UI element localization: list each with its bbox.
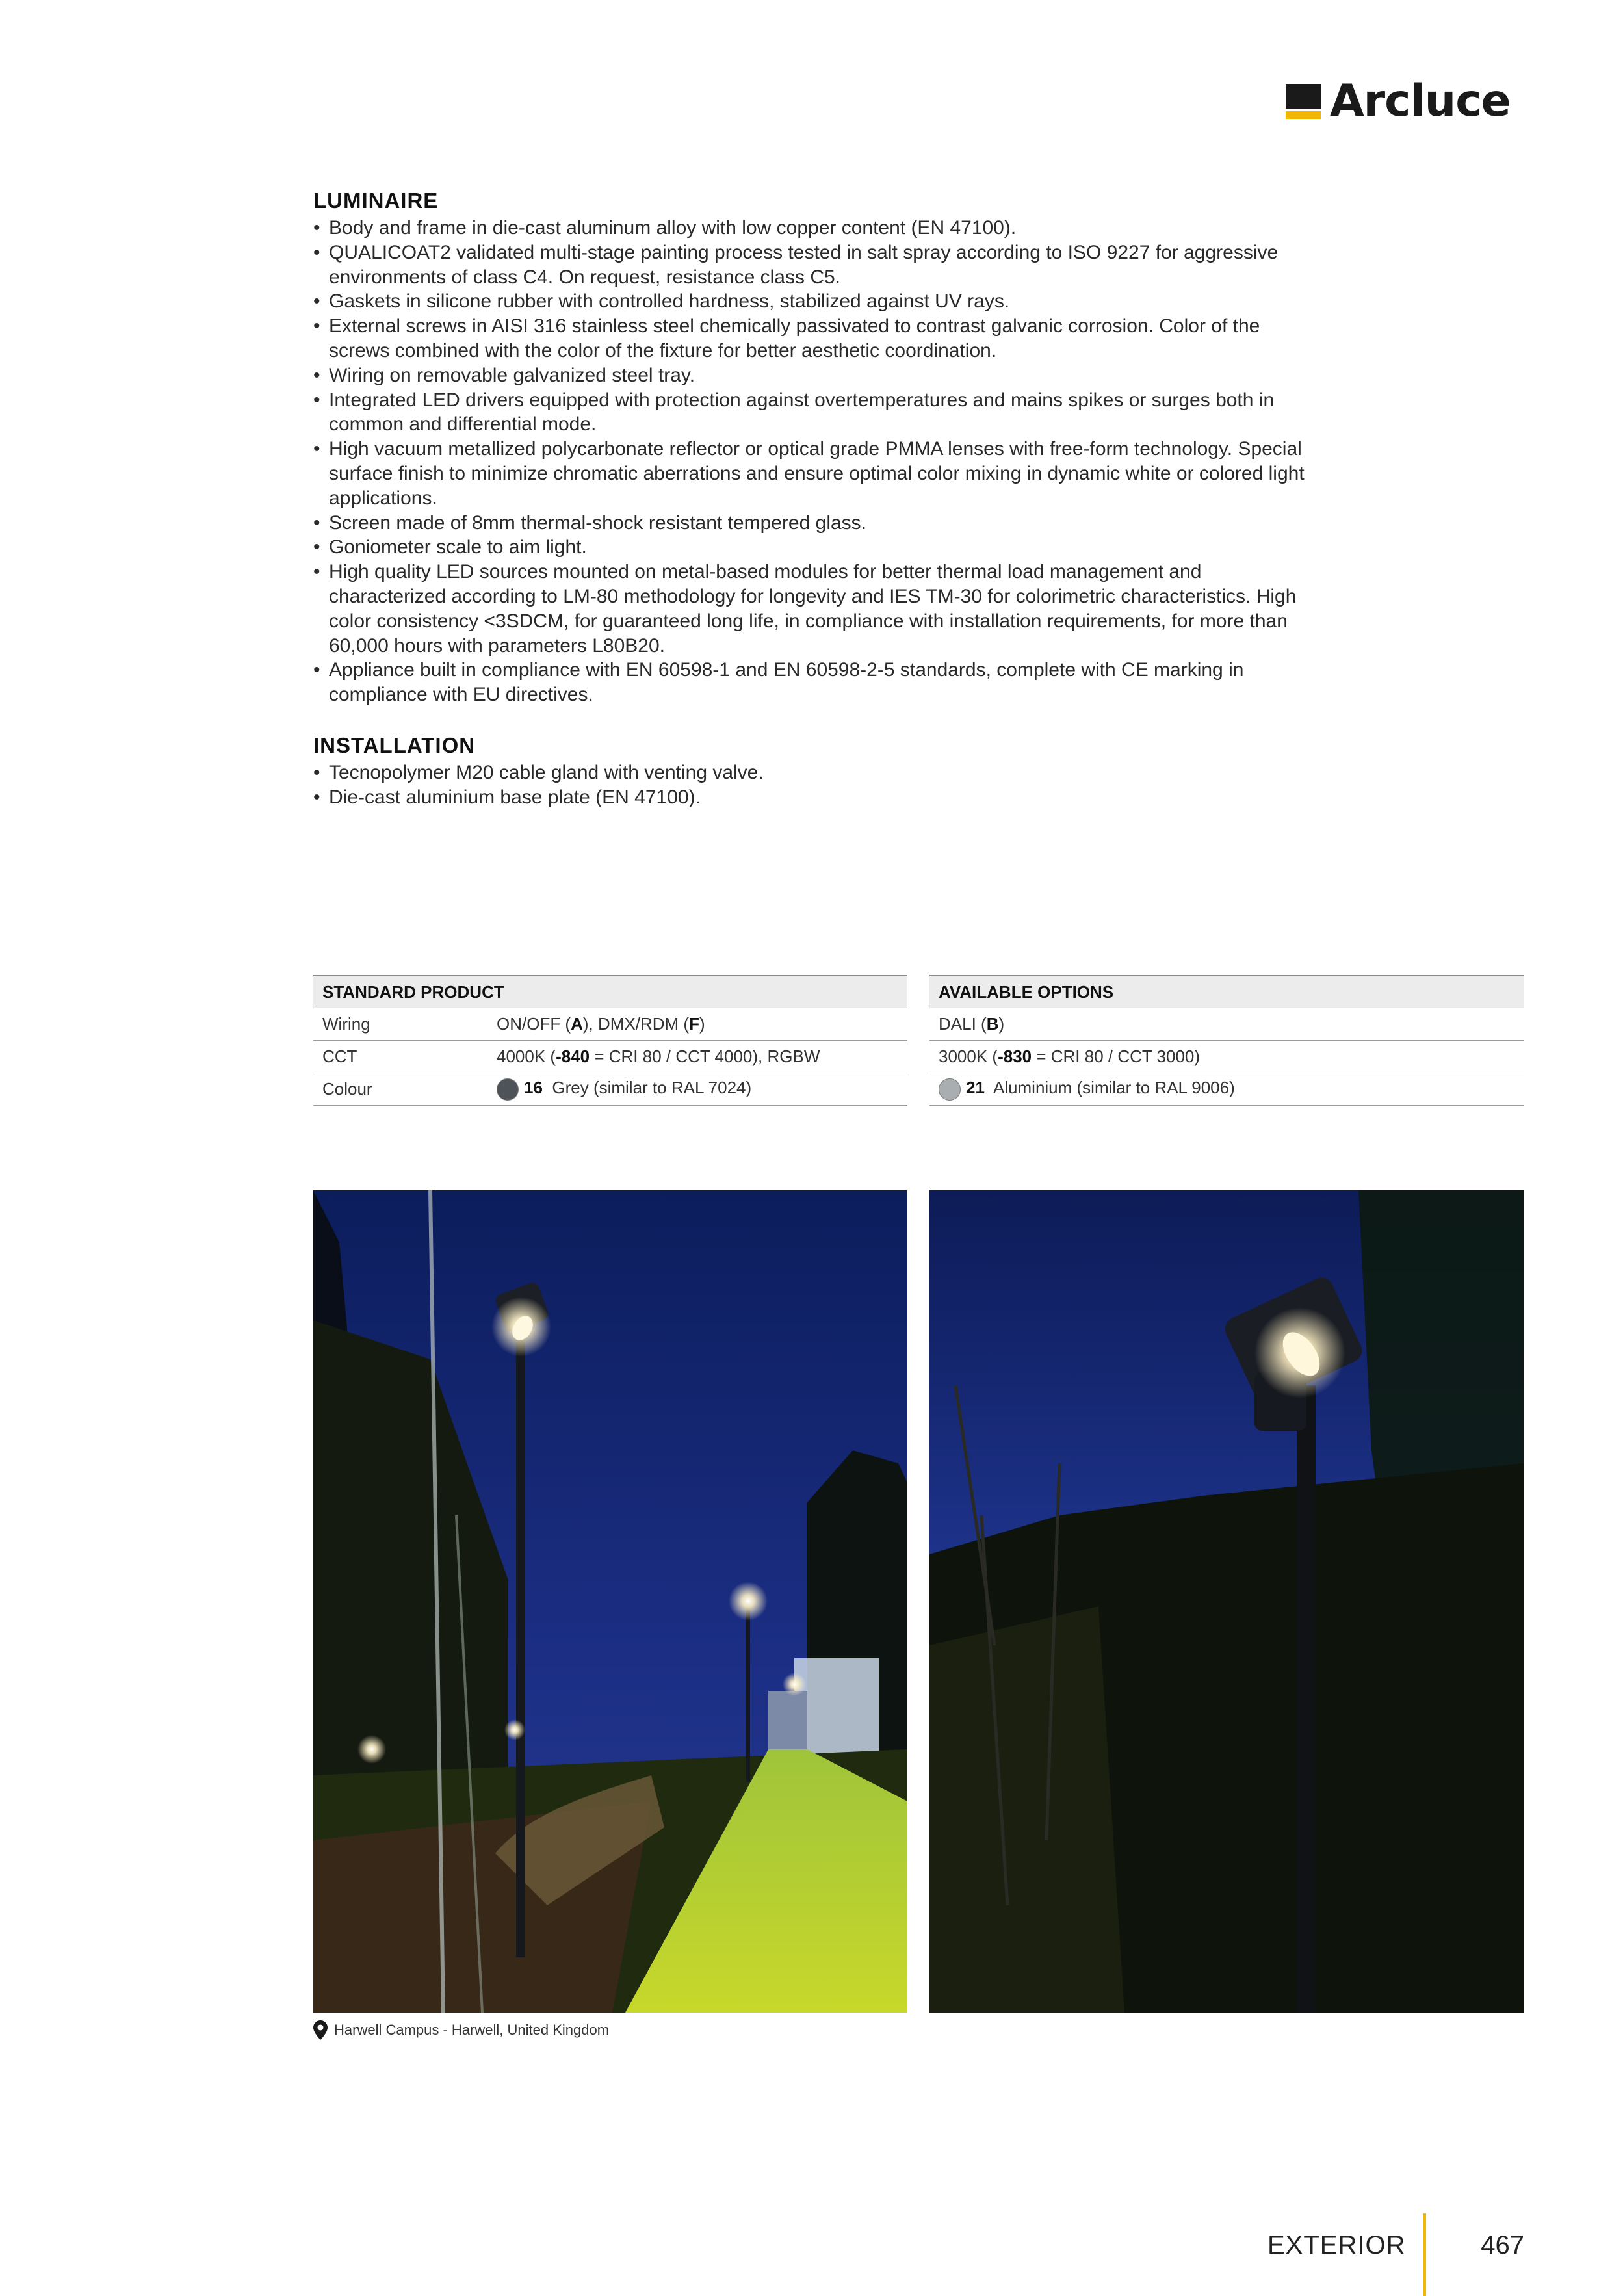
option-wiring-value: DALI (B) <box>929 1008 1524 1041</box>
available-options-table <box>929 975 1524 1106</box>
colour-value: 16 Grey (similar to RAL 7024) <box>487 1073 907 1106</box>
option-cct-value: 3000K (-830 = CRI 80 / CCT 3000) <box>929 1041 1524 1073</box>
list-item: • Appliance built in compliance with EN 60598-1 and EN 60598-2-5 standards, complete with CE marking in compliance with EU directives. <box>313 658 1308 707</box>
location-pin-icon <box>313 2020 328 2040</box>
footer-divider <box>1423 2213 1426 2296</box>
table-row <box>929 1008 1524 1041</box>
logo-text: Arcluce <box>1330 75 1511 127</box>
list-item: • Die-cast aluminium base plate (EN 47100). <box>313 785 1308 810</box>
footer-section-label: EXTERIOR <box>1267 2231 1406 2260</box>
colour-label: Colour <box>313 1073 487 1106</box>
list-item: • Goniometer scale to aim light. <box>313 535 1308 560</box>
list-item: • Gaskets in silicone rubber with controlled hardness, stabilized against UV rays. <box>313 289 1308 314</box>
list-item: • External screws in AISI 316 stainless steel chemically passivated to contrast galvanic corrosion. Color of the screws combined with the color of the fixture for better aesthetic coordination. <box>313 314 1308 363</box>
installation-title: INSTALLATION <box>313 733 476 757</box>
table-row <box>313 1041 907 1073</box>
table-row <box>313 1073 907 1106</box>
logo-mark-icon <box>1286 84 1321 119</box>
list-item: • Integrated LED drivers equipped with protection against overtemperatures and mains spikes or surges both in common and differential mode. <box>313 388 1308 437</box>
colour-swatch-icon <box>939 1078 961 1101</box>
wiring-value: ON/OFF (A), DMX/RDM (F) <box>487 1008 907 1041</box>
colour-swatch-icon <box>497 1078 519 1101</box>
spec-text <box>313 189 1308 810</box>
table-row <box>929 1073 1524 1106</box>
standard-product-table <box>313 975 907 1106</box>
list-item: • Screen made of 8mm thermal-shock resistant tempered glass. <box>313 511 1308 536</box>
list-item: • QUALICOAT2 validated multi-stage painting process tested in salt spray according to ISO 9227 for aggressive environments of class C4. On request, resistance class C5. <box>313 241 1308 290</box>
list-item: • High quality LED sources mounted on metal-based modules for better thermal load management and characterized according to LM-80 methodology for longevity and IES TM-30 for colorimetric characteristics. High color consistency <3SDCM, for guaranteed long life, in compliance with installation requirements, for more than 60,000 hours with parameters L80B20. <box>313 560 1308 658</box>
list-item: • High vacuum metallized polycarbonate reflector or optical grade PMMA lenses with free-form technology. Special surface finish to minimize chromatic aberrations and ensure optimal color mixing in dynamic white or colored light applications. <box>313 437 1308 510</box>
option-colour-value: 21 Aluminium (similar to RAL 9006) <box>929 1073 1524 1106</box>
available-options-header: AVAILABLE OPTIONS <box>929 976 1524 1008</box>
photo-caption <box>313 2019 609 2041</box>
cct-label: CCT <box>313 1041 487 1073</box>
luminaire-closeup-photo <box>929 1190 1524 2013</box>
campus-night-photo <box>313 1190 907 2013</box>
page-number: 467 <box>1481 2231 1524 2260</box>
standard-product-header: STANDARD PRODUCT <box>313 976 907 1008</box>
list-item: • Body and frame in die-cast aluminum alloy with low copper content (EN 47100). <box>313 216 1308 241</box>
table-row <box>313 1008 907 1041</box>
table-row <box>929 1041 1524 1073</box>
brand-logo <box>1286 77 1524 126</box>
luminaire-title: LUMINAIRE <box>313 189 439 213</box>
cct-value: 4000K (-840 = CRI 80 / CCT 4000), RGBW <box>487 1041 907 1073</box>
luminaire-list <box>313 216 1308 707</box>
installation-list <box>313 761 1308 810</box>
list-item: • Tecnopolymer M20 cable gland with venting valve. <box>313 761 1308 785</box>
list-item: • Wiring on removable galvanized steel tray. <box>313 363 1308 388</box>
wiring-label: Wiring <box>313 1008 487 1041</box>
caption-text: Harwell Campus - Harwell, United Kingdom <box>334 2022 610 2038</box>
